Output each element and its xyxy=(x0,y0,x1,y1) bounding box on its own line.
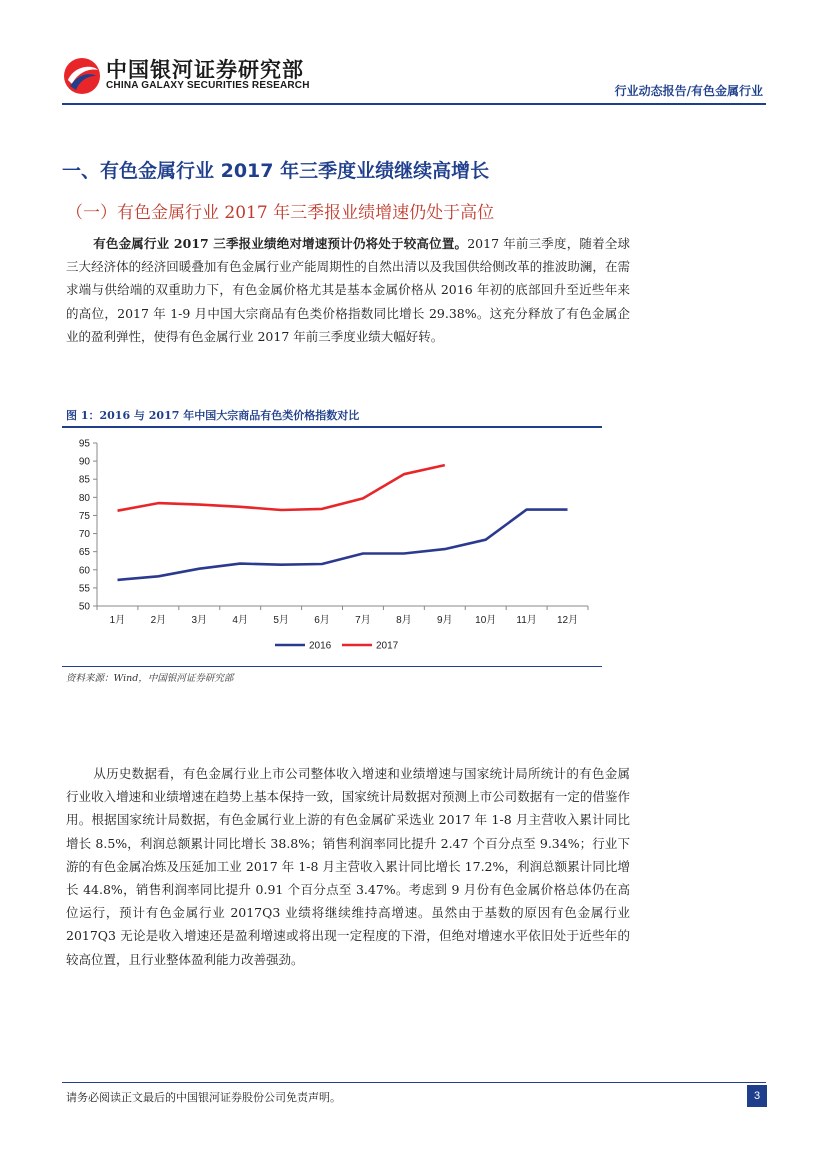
legend-label-2016: 2016 xyxy=(309,640,332,652)
report-type-label: 行业动态报告/有色金属行业 xyxy=(614,84,763,98)
series-line-2017 xyxy=(118,465,445,511)
x-tick-label: 1月 xyxy=(109,615,126,626)
y-tick-label: 90 xyxy=(78,456,90,468)
x-tick-label: 10月 xyxy=(475,615,497,626)
paragraph-intro-body: 2017 年前三季度，随着全球三大经济体的经济回暖叠加有色金属行业产能周期性的自然出清以及我国供给侧改革的推波助澜，在需求端与供给端的双重助力下，有色金属价格尤其是基本金属价格从 2016 年初的底部回升至近些年来的高位，2017 年 1-9 月中国大宗商品有色类价格指数同比增长 29.38%。这充分释放了有色金属企业的盈利弹性，使得有色金属行业 2017 年前三季度业绩大幅好转。 xyxy=(66,236,630,344)
x-tick-label: 3月 xyxy=(191,615,208,626)
y-tick-label: 95 xyxy=(78,438,90,450)
legend-label-2017: 2017 xyxy=(376,640,399,652)
chart-axes xyxy=(79,439,588,627)
y-tick-label: 80 xyxy=(78,492,90,504)
subsection-heading: （一）有色金属行业 2017 年三季报业绩增速仍处于高位 xyxy=(66,203,495,223)
footer-disclaimer: 请务必阅读正文最后的中国银河证券股份公司免责声明。 xyxy=(66,1091,341,1104)
x-tick-label: 8月 xyxy=(396,615,412,626)
x-tick-label: 6月 xyxy=(314,615,330,626)
y-tick-label: 85 xyxy=(78,474,90,486)
x-tick-label: 2月 xyxy=(150,615,167,626)
y-tick-label: 70 xyxy=(78,529,90,541)
figure-title: 图 1：2016 与 2017 年中国大宗商品有色类价格指数对比 xyxy=(66,409,360,422)
x-tick-label: 12月 xyxy=(556,615,579,626)
y-tick-label: 55 xyxy=(78,583,90,595)
y-tick-label: 50 xyxy=(78,601,90,613)
page-number: 3 xyxy=(747,1085,767,1107)
paragraph-analysis xyxy=(66,762,630,971)
x-tick-label: 5月 xyxy=(273,615,289,626)
chart-series-lines xyxy=(117,465,567,580)
footer-divider xyxy=(62,1082,766,1083)
x-tick-label: 7月 xyxy=(355,615,371,626)
galaxy-logo-icon xyxy=(62,56,102,96)
paragraph-intro xyxy=(66,232,630,348)
x-tick-label: 11月 xyxy=(516,615,537,626)
logo-chinese-name: 中国银河证券研究部 xyxy=(106,58,304,82)
y-tick-label: 75 xyxy=(78,510,90,522)
paragraph-intro-lead: 有色金属行业 2017 三季报业绩绝对增速预计仍将处于较高位置。 xyxy=(93,236,468,251)
chart-legend xyxy=(275,641,399,652)
x-tick-label: 9月 xyxy=(437,615,453,626)
price-index-line-chart xyxy=(62,430,602,662)
y-tick-label: 65 xyxy=(78,547,90,559)
section-heading: 一、有色金属行业 2017 年三季度业绩继续高增长 xyxy=(62,160,490,182)
series-line-2016 xyxy=(118,510,568,580)
y-tick-label: 60 xyxy=(78,565,90,577)
x-tick-label: 4月 xyxy=(232,615,248,626)
logo-english-name: CHINA GALAXY SECURITIES RESEARCH xyxy=(106,80,310,91)
figure-source: 资料来源：Wind，中国银河证券研究部 xyxy=(66,673,234,684)
header-divider xyxy=(62,103,766,105)
paragraph-analysis-body: 从历史数据看，有色金属行业上市公司整体收入增速和业绩增速与国家统计局所统计的有色金属行业收入增速和业绩增速在趋势上基本保持一致，国家统计局数据对预测上市公司数据有一定的借鉴作用。根据国家统计局数据，有色金属行业上游的有色金属矿采选业 2017 年 1-8 月主营收入累计同比增长 8.5%，利润总额累计同比增长 38.8%；销售利润率同比提升 2.47 个百分点至 9.34%；行业下游的有色金属冶炼及压延加工业 2017 年 1-8 月主营收入累计同比增长 17.2%，利润总额累计同比增长 44.8%，销售利润率同比提升 0.91 个百分点至 3.47%。考虑到 9 月份有色金属价格总体仍在高位运行，预计有色金属行业 2017Q3 业绩将继续维持高增速。虽然由于基数的原因有色金属行业 2017Q3 无论是收入增速还是盈利增速或将出现一定程度的下滑，但绝对增速水平依旧处于近些年的较高位置，且行业整体盈利能力改善强劲。 xyxy=(66,766,630,967)
